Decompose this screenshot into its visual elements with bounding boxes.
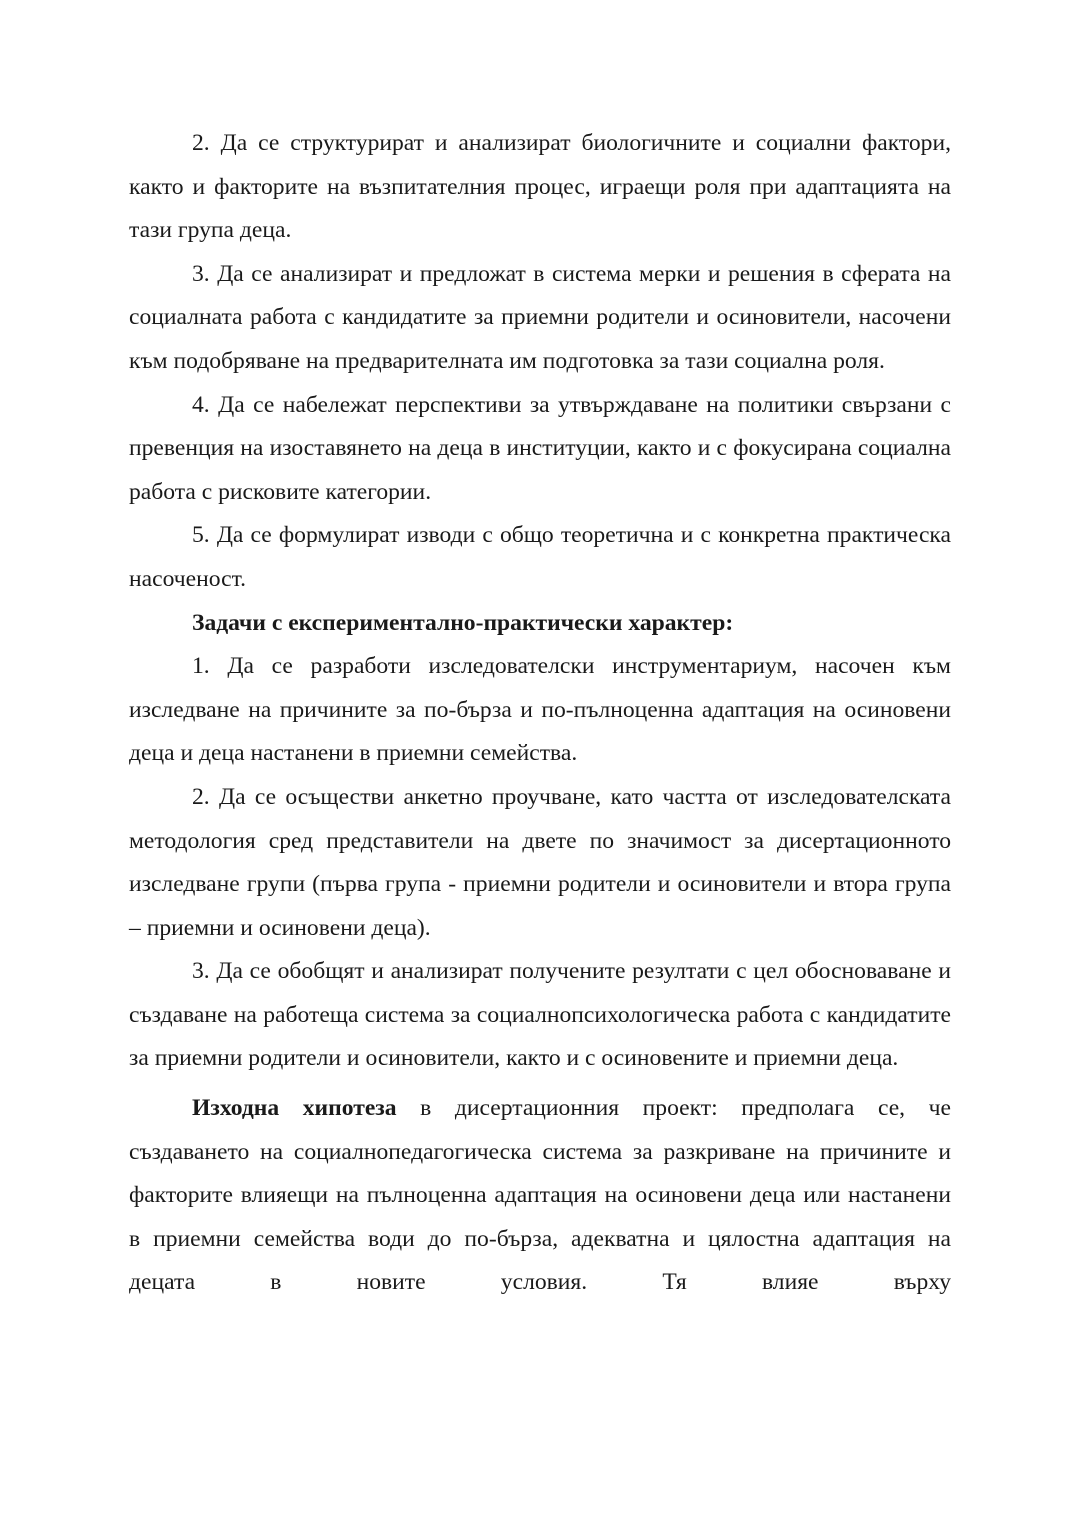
experimental-task-paragraph-1: 1. Да се разработи изследователски инструментариум, насочен към изследване на причините за по-бърза и по-пълноценна адаптация на осиновени деца и деца настанени в приемни семейства. [129,653,951,767]
document-page [129,122,951,1305]
hypothesis-paragraph [129,1087,951,1305]
hypothesis-text: в дисертационния проект: предполага се, че създаването на социалнопедагогическа система за разкриване на причините и факторите влияещи на пълноценна адаптация на осиновени деца или настанени в приемни семейства води до по-бърза, адекватна и цялостна адаптация на децата в новите условия. Тя влияе върху [129,1095,951,1296]
experimental-task-paragraph-3: 3. Да се обобщят и анализират получените резултати с цел обосноваване и създаване на работеща система за социалнопсихологическа работа с кандидатите за приемни родители и осиновители, както и с осиновените и приемни деца. [129,958,951,1072]
experimental-task-paragraph-2: 2. Да се осъществи анкетно проучване, като частта от изследователската методология сред представители на двете по значимост за дисертационното изследване групи (първа група - приемни родители и осиновители и втора група – приемни и осиновени деца). [129,783,951,941]
task-paragraph-3: 3. Да се анализират и предложат в система мерки и решения в сферата на социалната работа с кандидатите за приемни родители и осиновители, насочени към подобряване на предварителната им подготовка за тази социална роля. [129,260,951,374]
hypothesis-lead: Изходна хипотеза [192,1095,397,1122]
task-paragraph-2: 2. Да се структурират и анализират биологичните и социални фактори, както и факторите на възпитателния процес, играещи роля при адаптацията на тази група деца. [129,130,951,244]
task-paragraph-4: 4. Да се набележат перспективи за утвърждаване на политики свързани с превенция на изоставянето на деца в институции, както и с фокусирана социална работа с рисковите категории. [129,391,951,505]
section-heading: Задачи с експериментално-практически характер: [192,609,734,636]
task-paragraph-5: 5. Да се формулират изводи с общо теоретична и с конкретна практическа насоченост. [129,522,951,592]
